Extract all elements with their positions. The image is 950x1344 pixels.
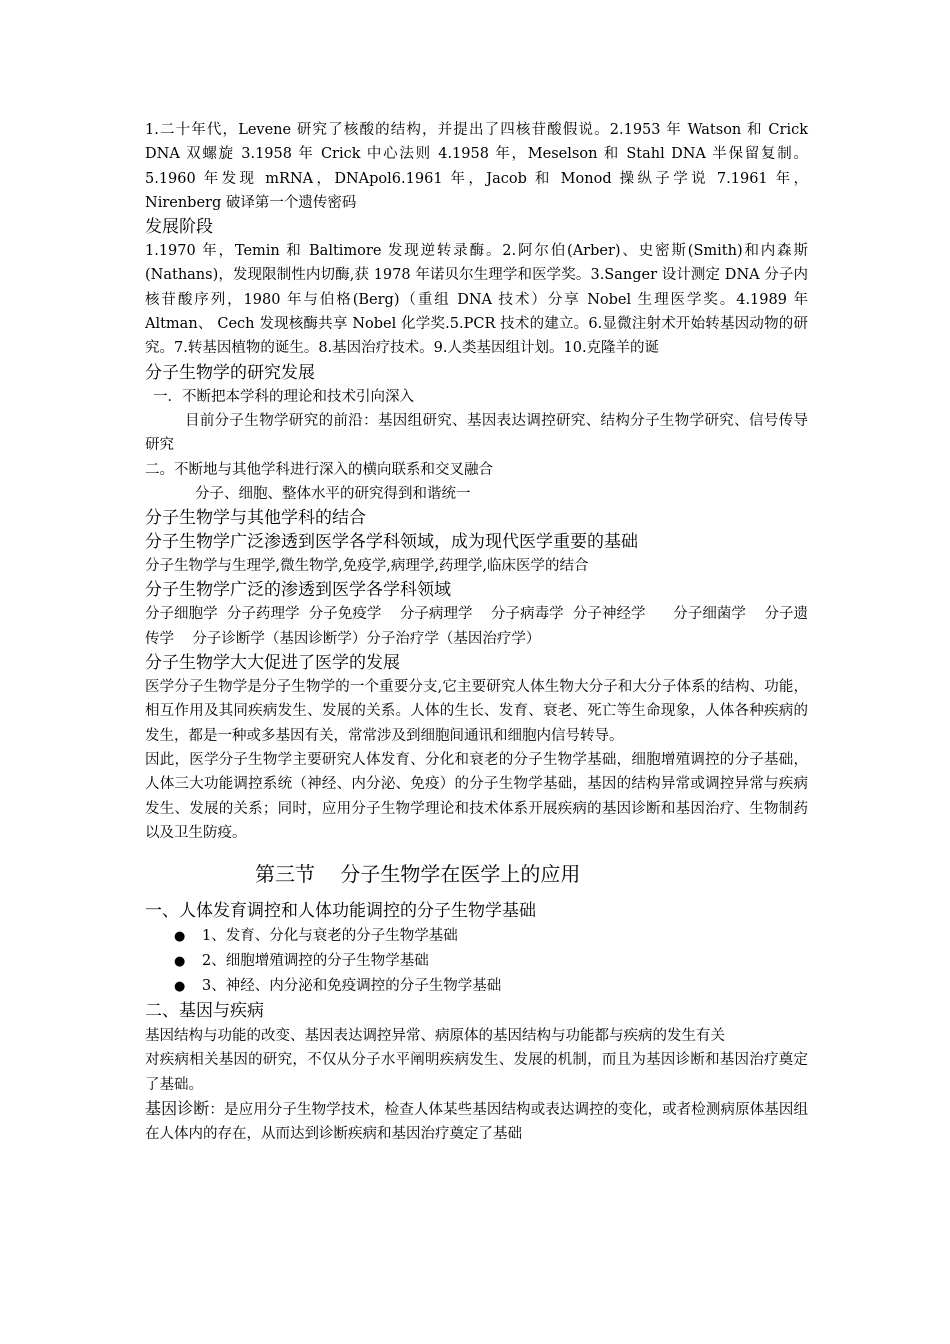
document-page — [145, 118, 808, 1147]
section-part2-heading: 二、基因与疾病 — [145, 1001, 264, 1022]
combination-subheading: 分子生物学广泛渗透到医学各学科领域，成为现代医学重要的基础 — [145, 532, 638, 553]
diagnosis-term: 基因诊断 — [145, 1099, 210, 1119]
penetration-heading: 分子生物学广泛的渗透到医学各学科领域 — [145, 580, 451, 601]
bullet-list — [145, 924, 808, 999]
combination-paragraph: 分子生物学与生理学,微生物学,免疫学,病理学,药理学,临床医学的结合 — [145, 558, 589, 575]
research-item1-body: 目前分子生物学研究的前沿：基因组研究、基因表达调控研究、结构分子生物学研究、信号传导研究 — [145, 412, 808, 454]
promotion-paragraph-2: 因此，医学分子生物学主要研究人体发育、分化和衰老的分子生物学基础，细胞增殖调控的分子基础，人体三大功能调控系统（神经、内分泌、免疫）的分子生物学基础，基因的结构异常或调控异常与疾病发生、发展的关系；同时，应用分子生物学理论和技术体系开展疾病的基因诊断和基因治疗、生物制药以及卫生防疫。 — [145, 751, 808, 841]
list-item: ● 2、细胞增殖调控的分子生物学基础 — [145, 949, 808, 974]
development-paragraph: 1.1970 年，Temin 和 Baltimore 发现逆转录酶。2.阿尔伯(Arber)、史密斯(Smith)和内森斯(Nathans)，发现限制性内切酶,获 1978 年诺贝尔生理学和医学奖。3.Sanger 设计测定 DNA 分子内核苷酸序列，1980 年与伯格(Berg)（重组 DNA 技术）分享 Nobel 生理医学奖。4.1989 年 Altman、 Cech 发现核酶共享 Nobel 化学奖.5.PCR 技术的建立。6.显微注射术开始转基因动物的研究。7.转基因植物的诞生。8.基因治疗技术。9.人类基因组计划。10.克隆羊的诞 — [145, 243, 808, 357]
list-item: ● 1、发育、分化与衰老的分子生物学基础 — [145, 924, 808, 949]
bullet-icon: ● — [174, 929, 186, 945]
research-item2-body: 分子、细胞、整体水平的研究得到和谐统一 — [195, 485, 471, 502]
research-heading: 分子生物学的研究发展 — [145, 362, 315, 383]
bullet-icon: ● — [174, 979, 186, 995]
part2-paragraph-2: 对疾病相关基因的研究，不仅从分子水平阐明疾病发生、发展的机制，而且为基因诊断和基因治疗奠定了基础。 — [145, 1052, 808, 1093]
section-part1-heading: 一、人体发育调控和人体功能调控的分子生物学基础 — [145, 901, 536, 922]
list-item: ● 3、神经、内分泌和免疫调控的分子生物学基础 — [145, 974, 808, 999]
promotion-heading: 分子生物学大大促进了医学的发展 — [145, 653, 400, 674]
combination-heading: 分子生物学与其他学科的结合 — [145, 508, 366, 529]
part2-paragraph-1: 基因结构与功能的改变、基因表达调控异常、病原体的基因结构与功能都与疾病的发生有关 — [145, 1028, 725, 1045]
research-item2-title: 二。不断地与其他学科进行深入的横向联系和交叉融合 — [145, 461, 493, 478]
diagnosis-paragraph — [145, 1097, 808, 1147]
development-heading: 发展阶段 — [145, 217, 213, 238]
diagnosis-text: ：是应用分子生物学技术，检查人体某些基因结构或表达调控的变化，或者检测病原体基因组在人体内的存在，从而达到诊断疾病和基因治疗奠定了基础 — [145, 1102, 808, 1143]
penetration-paragraph: 分子细胞学 分子药理学 分子免疫学 分子病理学 分子病毒学 分子神经学 分子细菌学 分子遗传学 分子诊断学（基因诊断学）分子治疗学（基因治疗学） — [145, 606, 808, 647]
research-item1-title: 一．不断把本学科的理论和技术引向深入 — [153, 388, 414, 405]
promotion-paragraph-1: 医学分子生物学是分子生物学的一个重要分支,它主要研究人体生物大分子和大分子体系的结构、功能，相互作用及其同疾病发生、发展的关系。人体的生长、发育、衰老、死亡等生命现象，人体各种疾病的发生，都是一种或多基因有关，常常涉及到细胞间通讯和细胞内信号转导。 — [145, 679, 808, 744]
history-paragraph: 1.二十年代，Levene 研究了核酸的结构，并提出了四核苷酸假说。2.1953 年 Watson 和 Crick DNA 双螺旋 3.1958 年 Crick 中心法则 4.1958 年，Meselson 和 Stahl DNA 半保留复制。5.1960 年发现 mRNA，DNApol6.1961 年，Jacob 和 Monod 操纵子学说 7.1961 年，Nirenberg 破译第一个遗传密码 — [145, 122, 808, 211]
section-title: 第三节 分子生物学在医学上的应用 — [255, 862, 581, 887]
bullet-icon: ● — [174, 954, 186, 970]
